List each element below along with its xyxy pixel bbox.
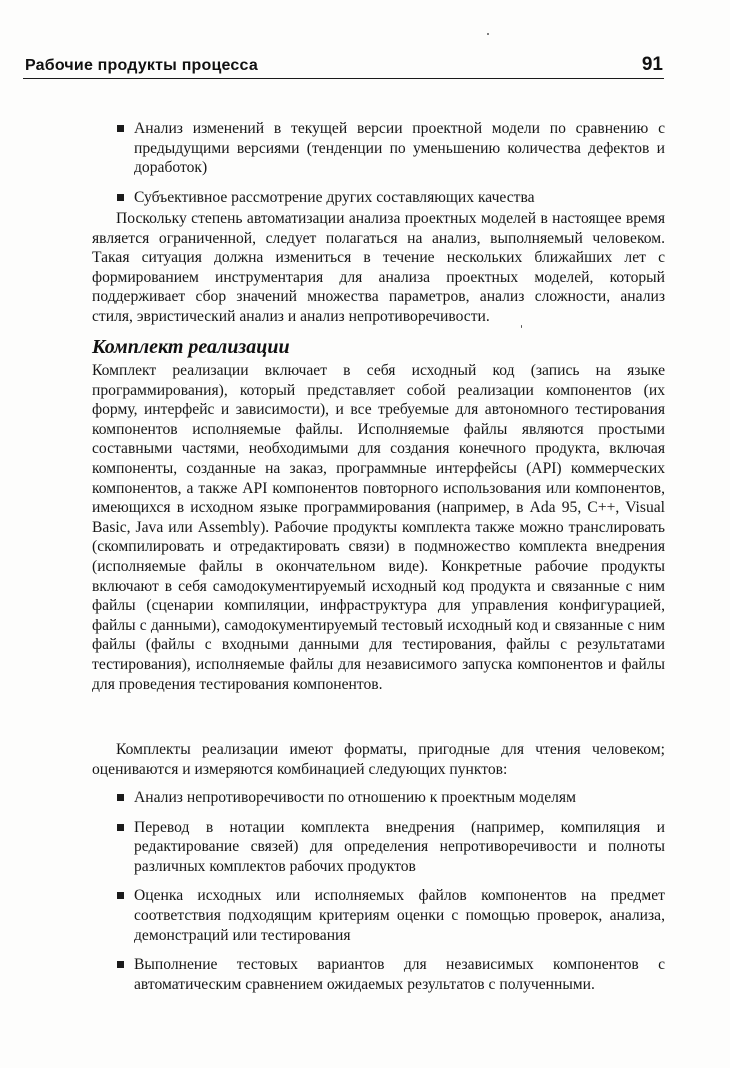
section-heading: Комплект реализации bbox=[92, 336, 290, 358]
square-bullet-icon bbox=[117, 824, 124, 831]
page-number: 91 bbox=[641, 54, 663, 75]
paragraph: Комплекты реализации имеют форматы, пригодные для чтения человеком; оцениваются и измеряются комбинацией следующих пунктов: bbox=[92, 741, 665, 778]
square-bullet-icon bbox=[117, 961, 124, 968]
list-item bbox=[117, 955, 665, 994]
list-item-text: Оценка исходных или исполняемых файлов компонентов на предмет соответствия подходящим критериям оценки с помощью проверок, анализа, демонстраций или тестирования bbox=[134, 887, 665, 944]
list-item bbox=[117, 119, 665, 178]
print-speck bbox=[487, 33, 489, 35]
list-item-text: Анализ изменений в текущей версии проектной модели по сравнению с предыдущими версиями (тенденции по уменьшению количества дефектов и доработок) bbox=[134, 120, 665, 177]
square-bullet-icon bbox=[117, 892, 124, 899]
square-bullet-icon bbox=[117, 125, 124, 132]
square-bullet-icon bbox=[117, 794, 124, 801]
list-item-text: Выполнение тестовых вариантов для независимых компонентов с автоматическим сравнением ожидаемых результатов с полученными. bbox=[134, 956, 665, 993]
square-bullet-icon bbox=[117, 194, 124, 201]
running-title: Рабочие продукты процесса bbox=[25, 57, 258, 74]
top-bullet-list bbox=[117, 119, 665, 207]
paragraph: Комплект реализации включает в себя исходный код (запись на языке программирования), который представляет собой реализации компонентов (их форму, интерфейс и зависимости), и все требуемые для автономного тестирования компонентов исполняемые файлы. Исполняемые файлы являются простыми составными частями, необходимыми для создания конечного продукта, включая компоненты, созданные на заказ, программные интерфейсы (API) коммерческих компонентов, а также API компонентов повторного использования или компонентов, имеющихся в исходном языке программирования (например, в Ada 95, C++, Visual Basic, Java или Assembly). Рабочие продукты комплекта также можно транслировать (скомпилировать и отредактировать связи) в подмножество комплекта внедрения (исполняемые файлы в окончательном виде). Конкретные рабочие продукты включают в себя самодокументируемый исходный код продукта и связанные с ним файлы (сценарии компиляции, инфраструктура для управления конфигурацией, файлы с данными), самодокументируемый тестовый исходный код и связанные с ним файлы (файлы с входными данными для тестирования, файлы с результатами тестирования), исполняемые файлы для независимого запуска компонентов и файлы для проведения тестирования компонентов. bbox=[92, 362, 665, 693]
list-item bbox=[117, 188, 665, 208]
list-item bbox=[117, 886, 665, 945]
list-item-text: Перевод в нотации комплекта внедрения (например, компиляция и редактирование связей) для определения непротиворечивости и полноты различных комплектов рабочих продуктов bbox=[134, 818, 665, 875]
bullet-list bbox=[117, 788, 665, 994]
print-speck bbox=[521, 325, 522, 328]
list-item-text: Анализ непротиворечивости по отношению к проектным моделям bbox=[134, 789, 576, 806]
list-item-text: Субъективное рассмотрение других составляющих качества bbox=[134, 188, 535, 206]
running-head bbox=[23, 54, 664, 79]
paragraph: Поскольку степень автоматизации анализа проектных моделей в настоящее время является ограниченной, следует полагаться на анализ, выполняемый человеком. Такая ситуация должна измениться в течение нескольких ближайших лет с формированием инструментария для анализа проектных моделей, который поддерживает сбор значений множества параметров, анализ сложности, анализ стиля, эвристический анализ и анализ непротиворечивости. bbox=[92, 210, 665, 325]
list-item bbox=[117, 788, 665, 808]
list-item bbox=[117, 818, 665, 877]
